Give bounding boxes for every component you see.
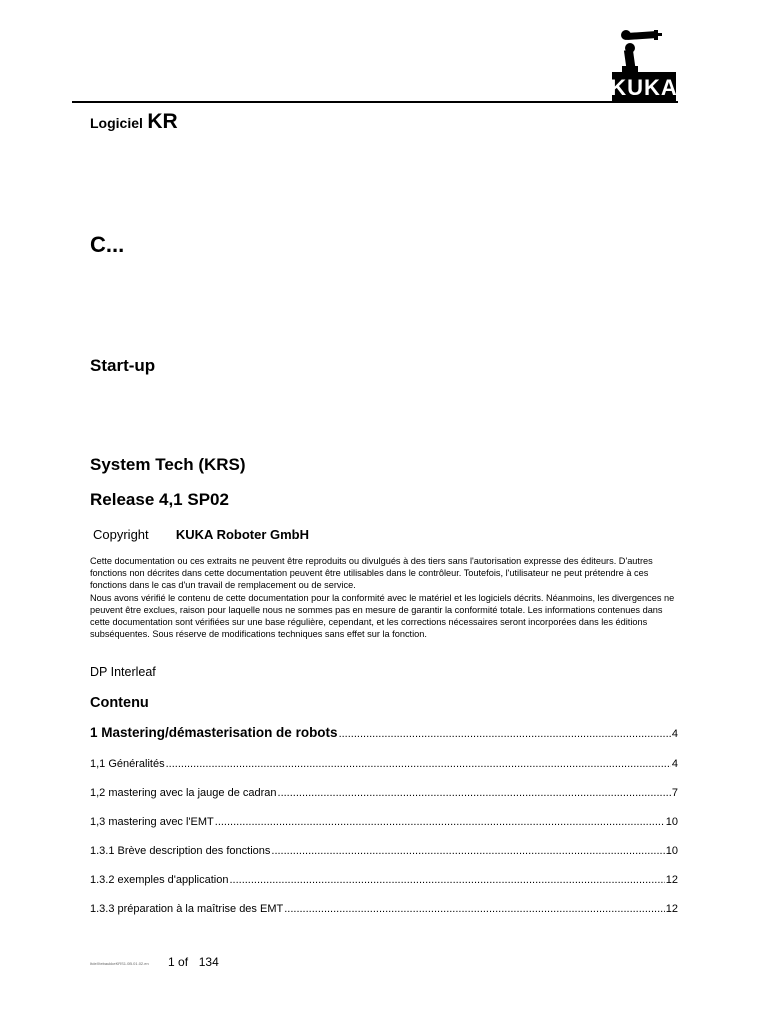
kuka-logo <box>612 24 676 102</box>
toc-heading: Contenu <box>90 695 149 711</box>
toc-entry-page: 12 <box>665 903 678 915</box>
page-of: of <box>178 955 189 969</box>
toc-entry-title: 1,3 mastering avec l'EMT <box>90 816 214 828</box>
title-main: KR <box>147 110 178 133</box>
toc-entry-page: 4 <box>671 758 678 770</box>
legal-paragraph-2: Nous avons vérifié le contenu de cette documentation pour la conformité avec le matériel et les logiciels décrits. Néanmoins, les divergences ne peuvent être exclues, raison pour laquelle nous ne sommes pas en mesure de garantir la conformité totale. Les informations contenues dans cette documentation sont vérifiées sur une base régulière, cependant, et les corrections nécessaires seront incorporées dans les éditions subséquentes. Sous réserve de modifications techniques sans effet sur la fonction. <box>90 592 675 640</box>
toc-entry-title: 1 Mastering/démasterisation de robots <box>90 725 338 740</box>
toc-leader <box>215 816 665 828</box>
toc-entry[interactable] <box>90 845 678 857</box>
toc-entry-title: 1,1 Généralités <box>90 758 165 770</box>
toc-entry[interactable] <box>90 874 678 886</box>
toc-entry[interactable] <box>90 903 678 915</box>
toc-entry-page: 10 <box>665 816 678 828</box>
toc-entry-title: 1.3.2 exemples d'application <box>90 874 229 886</box>
release-title: Release 4,1 SP02 <box>90 490 229 509</box>
toc-leader <box>284 903 665 915</box>
toc-entry[interactable] <box>90 816 678 828</box>
copyright-label: Copyright <box>93 527 149 542</box>
toc-entry-title: 1.3.1 Brève description des fonctions <box>90 845 271 857</box>
legal-notice <box>90 555 680 640</box>
toc-leader <box>278 787 671 799</box>
toc-entry-page: 10 <box>665 845 678 857</box>
toc-entry-page: 4 <box>671 728 678 740</box>
toc-entry-page: 12 <box>665 874 678 886</box>
page-total: 134 <box>198 955 219 969</box>
page-current: 1 <box>168 955 175 969</box>
logo-text: KUKA <box>612 75 676 100</box>
toc-entry[interactable] <box>90 758 678 770</box>
producer: DP Interleaf <box>90 665 156 679</box>
robot-arm-icon <box>612 24 676 102</box>
copyright-holder: KUKA Roboter GmbH <box>175 527 310 542</box>
footer-page-number <box>168 955 219 969</box>
copyright-line <box>93 527 309 542</box>
title-prefix: Logiciel <box>90 115 143 131</box>
section-title: Start-up <box>90 356 156 375</box>
toc-entry-title: 1,2 mastering avec la jauge de cadran <box>90 787 277 799</box>
toc-entry[interactable] <box>90 787 678 799</box>
toc-entry[interactable] <box>90 725 678 740</box>
toc-leader <box>166 758 671 770</box>
toc-leader <box>271 845 664 857</box>
toc-entry-title: 1.3.3 préparation à la maîtrise des EMT <box>90 903 284 915</box>
header-rule <box>72 101 678 103</box>
toc-leader <box>229 874 664 886</box>
system-title: System Tech (KRS) <box>90 455 246 474</box>
doc-subtitle: C... <box>90 232 125 257</box>
toc-entry-page: 7 <box>671 787 678 799</box>
legal-paragraph-1: Cette documentation ou ces extraits ne peuvent être reproduits ou divulgués à des tiers sans l'autorisation expresse des éditeurs. D'autres fonctions non décrites dans cette documentation peuvent être utilisables dans le contrôleur. Toutefois, l'utilisateur ne peut prétendre à ces fonctions dans le cas d'un travail de remplacement ou de service. <box>90 556 653 591</box>
doc-title <box>90 110 178 134</box>
footer-doc-code: ItdeXtebaukkeKRS1.0B.01.02.en <box>90 961 149 966</box>
toc-leader <box>339 728 671 740</box>
